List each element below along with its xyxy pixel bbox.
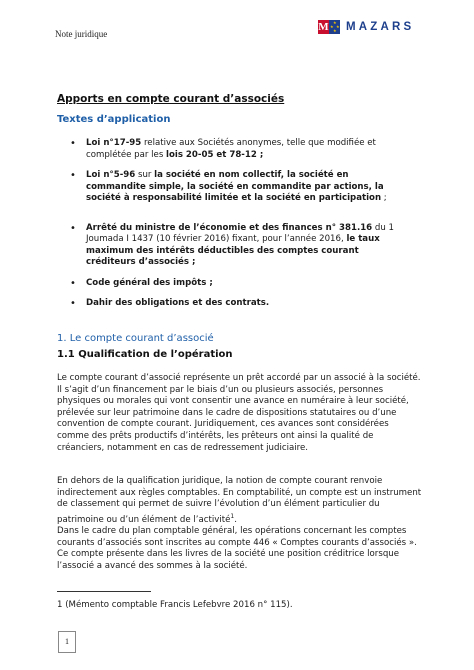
document-title: Apports en compte courant d’associés	[57, 93, 285, 105]
paragraph-plan-comptable: Dans le cadre du plan comptable général, les opérations concernant les comptes courants d’associés sont inscrites au compte 446 « Comptes courants d’associés ». Ce compte présente dans les livres de la société une position créditrice lorsque l’associé a avancé des sommes à la société.	[57, 526, 417, 571]
list-item-bold: Code général des impôts ;	[86, 277, 213, 288]
paragraph-accounting	[57, 476, 422, 526]
paragraph-text: En dehors de la qualification juridique, la notion de compte courant renvoie indirectement aux règles comptables. En comptabilité, un compte est un instrument de classement qui permet de suivre l’évolution d’un élément particulier du patrimoine ou d’un élément de l’activité	[57, 476, 422, 525]
list-item-text: ;	[381, 193, 387, 203]
footnote-ref: 1	[230, 512, 235, 520]
list-item-text: du 1 Joumada I 1437 (10 février 2016) fixant, pour l’année 2016,	[86, 222, 395, 244]
list-item	[70, 278, 410, 290]
list-item-bold: Arrêté du ministre de l’économie et des finances n° 381.16	[86, 222, 373, 233]
paragraph-text: .	[234, 514, 237, 525]
footnote: 1 (Mémento comptable Francis Lefebvre 2016 n° 115).	[57, 600, 293, 610]
section-heading-1-1: 1.1 Qualification de l’opération	[57, 349, 233, 360]
list-item	[70, 170, 410, 205]
section-heading-texts: Textes d’application	[57, 114, 171, 125]
legal-texts-list	[70, 138, 410, 319]
list-item	[70, 223, 410, 269]
list-item-bold: le taux maximum des intérêts déductibles des comptes courant créditeurs d’associés ;	[86, 234, 380, 267]
page-number: 1	[58, 631, 76, 653]
list-item	[70, 298, 410, 310]
paragraph-definition: Le compte courant d’associé représente un prêt accordé par un associé à la société. Il s’agit d’un financement par le biais d’un ou plusieurs associés, personnes physiques ou morales qui vont consentir une avance en numéraire à leur société, prélevée sur leur patrimoine dans le cadre de dispositions statutaires ou d’une convention de compte courant. Juridiquement, ces avances sont considérées comme des prêts productifs d’intérêts, les prêteurs ont ainsi la qualité de créanciers, notamment en cas de redressement judiciaire.	[57, 373, 421, 453]
list-item	[70, 138, 410, 161]
list-item-bold: la société en nom collectif, la société en commandite simple, la société en commandite par actions, la société à responsabilité limitée et la société en participation	[86, 170, 384, 203]
logo-mark	[318, 20, 340, 34]
list-item-text: relative aux Sociétés anonymes, telle que modifiée et complétée par les	[86, 138, 376, 160]
list-item-text: sur	[135, 170, 155, 180]
list-item-bold: Loi n°17-95	[86, 138, 142, 148]
list-item-bold: Loi n°5-96	[86, 170, 136, 180]
logo-text: MAZARS	[346, 21, 415, 33]
footnote-separator	[57, 591, 151, 592]
list-item-bold: lois 20-05 et 78-12 ;	[166, 149, 264, 160]
mazars-logo	[318, 20, 414, 34]
eu-stars-icon: ★ ★ ★ ★	[330, 20, 340, 33]
logo-letter: M	[318, 21, 329, 33]
header-label: Note juridique	[55, 29, 108, 39]
section-heading-1: 1. Le compte courant d’associé	[57, 333, 214, 344]
list-item-bold: Dahir des obligations et des contrats.	[86, 298, 270, 308]
